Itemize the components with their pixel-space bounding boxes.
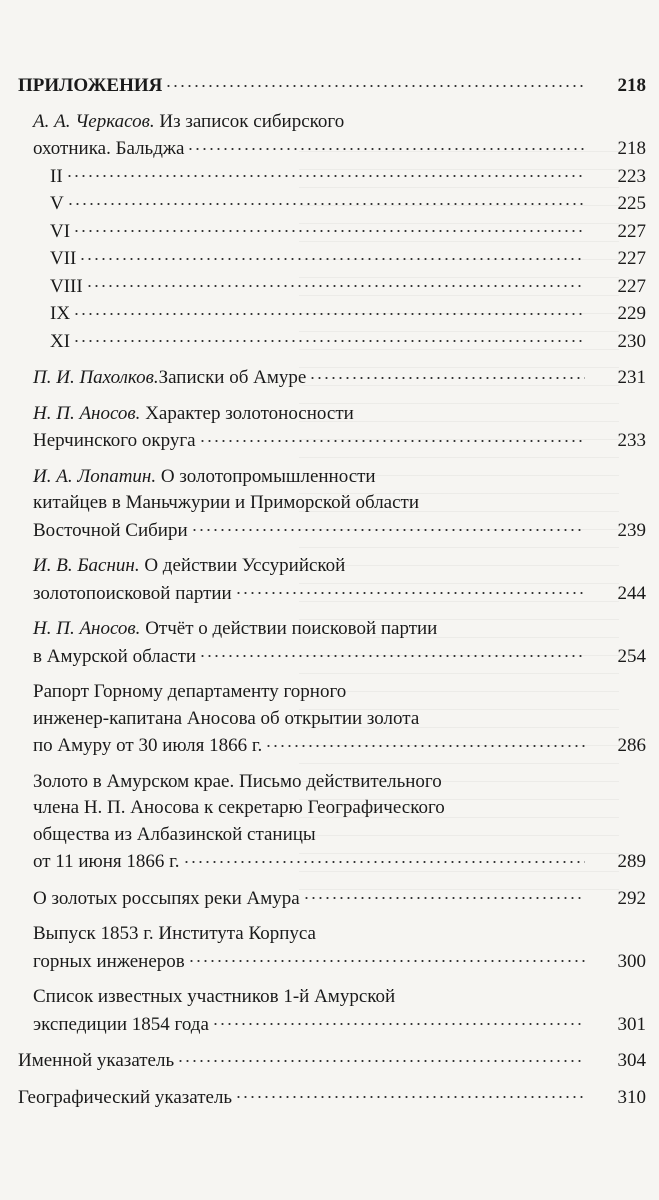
toc-entry-line <box>33 616 589 643</box>
toc-entry-title: VII <box>50 248 77 269</box>
toc-page-number: 310 <box>617 1086 646 1108</box>
toc-entry <box>50 328 646 356</box>
toc-entry-title: Золото в Амурском крае. Письмо действительного <box>33 770 442 792</box>
dot-leader <box>309 364 585 383</box>
toc-entry-title: члена Н. П. Аносова к секретарю Географического <box>33 797 445 818</box>
toc-entry-title: экспедиции 1854 года <box>33 1013 209 1035</box>
toc-entry-last-line <box>18 72 589 100</box>
toc-entry-last-line <box>50 163 589 191</box>
toc-page-number: 218 <box>617 75 646 96</box>
toc-entry-last-line <box>50 245 589 273</box>
toc-entry <box>50 300 646 328</box>
toc-entry-last-line <box>33 732 589 760</box>
toc-entry-line <box>33 490 589 517</box>
dot-leader <box>73 328 585 347</box>
toc-entry <box>50 218 646 246</box>
toc-entry <box>33 616 646 670</box>
toc-entry-last-line <box>33 517 589 545</box>
toc-entry-author: П. И. Пахолков. <box>33 367 159 388</box>
toc-entry-title: Географический указатель <box>18 1086 233 1108</box>
dot-leader <box>303 885 585 904</box>
toc-entry <box>33 885 646 913</box>
dot-leader <box>86 273 585 292</box>
toc-entry-line <box>33 795 589 822</box>
toc-entry-line <box>33 984 589 1011</box>
toc-entry <box>33 401 646 455</box>
toc-entry-line <box>33 769 589 796</box>
toc-entry-last-line <box>33 848 589 876</box>
toc-page-number: 292 <box>617 887 646 909</box>
toc-entry-line <box>33 822 589 849</box>
toc-page-number: 230 <box>617 330 646 352</box>
toc-entry-author: И. В. Баснин. <box>33 555 140 576</box>
toc-entry-title: Именной указатель <box>18 1050 175 1071</box>
toc-entry-title: по Амуру от 30 июля 1866 г. <box>33 735 263 756</box>
dot-leader <box>191 517 585 536</box>
toc-entry-author: А. А. Черкасов. <box>33 110 155 132</box>
toc-entry-title: китайцев в Маньчжурии и Приморской области <box>33 492 420 513</box>
toc-page-number: 286 <box>617 735 646 756</box>
toc-entry-last-line <box>50 190 589 218</box>
toc-entry-last-line <box>33 643 589 671</box>
toc-entry-title: от 11 июня 1866 г. <box>33 851 180 872</box>
dot-leader <box>67 190 585 209</box>
toc-page-number: 289 <box>617 851 646 872</box>
table-of-contents <box>0 72 659 1111</box>
toc-entry-title: Восточной Сибири <box>33 519 188 541</box>
dot-leader <box>73 300 585 319</box>
toc-entry-line <box>33 921 589 948</box>
dot-leader <box>177 1047 585 1066</box>
toc-entry-title: инженер-капитана Аносова об открытии золота <box>33 707 420 729</box>
toc-entry-title: VIII <box>50 275 83 297</box>
toc-entry-last-line <box>50 218 589 246</box>
toc-page-number: 223 <box>617 165 646 187</box>
toc-entry-title: IX <box>50 303 71 324</box>
toc-entry <box>18 1084 646 1112</box>
toc-entry-title: VI <box>50 220 71 242</box>
toc-entry-title: Из записок сибирского <box>154 110 345 132</box>
toc-page-number: 254 <box>617 645 646 667</box>
toc-entry-title: Список известных участников 1-й Амурской <box>33 986 396 1007</box>
toc-page-number: 301 <box>617 1013 646 1035</box>
toc-entry-line <box>33 401 589 428</box>
dot-leader <box>199 643 585 662</box>
toc-page-number: 304 <box>617 1050 646 1071</box>
toc-entry-title: V <box>50 193 64 214</box>
toc-entry <box>33 984 646 1038</box>
toc-entry-title: ПРИЛОЖЕНИЯ <box>18 75 163 96</box>
toc-entry <box>33 679 646 760</box>
toc-entry <box>18 1047 646 1075</box>
toc-entry-title: золотопоисковой партии <box>33 582 232 604</box>
toc-entry <box>18 72 646 100</box>
toc-page-number: 231 <box>617 367 646 388</box>
toc-entry <box>50 245 646 273</box>
toc-entry-last-line <box>50 300 589 328</box>
toc-entry-title: О золотых россыпях реки Амура <box>33 887 300 909</box>
dot-leader <box>73 218 585 237</box>
toc-entry <box>50 190 646 218</box>
toc-entry-title: Отчёт о действии поисковой партии <box>140 618 438 639</box>
toc-entry <box>33 109 646 163</box>
toc-entry-title: II <box>50 165 63 187</box>
toc-entry-line <box>33 553 589 580</box>
toc-entry-title: XI <box>50 330 71 352</box>
toc-page-number: 227 <box>617 248 646 269</box>
toc-entry-line <box>33 464 589 491</box>
toc-entry-line <box>33 706 589 733</box>
toc-page-number: 244 <box>617 582 646 604</box>
toc-entry <box>33 364 646 392</box>
toc-entry-title: Записки об Амуре <box>158 367 307 388</box>
toc-entry-last-line <box>33 580 589 608</box>
dot-leader <box>212 1011 585 1030</box>
toc-entry-last-line <box>18 1084 589 1112</box>
toc-page-number: 239 <box>617 519 646 541</box>
toc-page-number: 233 <box>617 430 646 451</box>
toc-entry-title: Нерчинского округа <box>33 430 196 451</box>
dot-leader <box>235 580 585 599</box>
toc-entry <box>33 769 646 876</box>
dot-leader <box>187 135 585 154</box>
toc-entry-author: Н. П. Аносов. <box>33 618 141 639</box>
toc-entry-last-line <box>33 948 589 976</box>
toc-entry-title: в Амурской области <box>33 645 197 667</box>
toc-entry <box>33 553 646 607</box>
toc-page-number: 218 <box>617 138 646 159</box>
toc-entry-line <box>33 109 589 136</box>
dot-leader <box>165 72 585 91</box>
toc-page-number: 300 <box>617 950 646 972</box>
toc-page-number: 225 <box>617 193 646 214</box>
toc-entry-last-line <box>50 273 589 301</box>
toc-entry-last-line <box>33 135 589 163</box>
toc-entry-author: И. А. Лопатин. <box>33 465 157 487</box>
toc-entry-title: Характер золотоносности <box>140 402 354 424</box>
dot-leader <box>199 427 585 446</box>
toc-entry-author: Н. П. Аносов. <box>33 402 141 424</box>
toc-entry-title: Рапорт Горному департаменту горного <box>33 681 347 702</box>
toc-entry-title: горных инженеров <box>33 950 185 972</box>
toc-entry-last-line <box>33 427 589 455</box>
toc-entry <box>50 163 646 191</box>
toc-entry <box>33 921 646 975</box>
toc-entry-title: О золотопромышленности <box>156 465 376 487</box>
toc-entry-last-line <box>33 885 589 913</box>
toc-entry-title: Выпуск 1853 г. Института Корпуса <box>33 923 316 944</box>
toc-entry-title: О действии Уссурийской <box>139 555 346 576</box>
dot-leader <box>66 163 585 182</box>
toc-entry-title: охотника. Бальджа <box>33 138 185 159</box>
dot-leader <box>265 732 585 751</box>
toc-page-number: 227 <box>617 220 646 242</box>
toc-entry-title: общества из Албазинской станицы <box>33 823 316 845</box>
dot-leader <box>183 848 585 867</box>
toc-page-number: 229 <box>617 303 646 324</box>
toc-entry-last-line <box>18 1047 589 1075</box>
dot-leader <box>79 245 585 264</box>
toc-entry-line <box>33 679 589 706</box>
toc-entry <box>50 273 646 301</box>
toc-page-number: 227 <box>617 275 646 297</box>
toc-entry-last-line <box>33 364 589 392</box>
toc-entry-last-line <box>33 1011 589 1039</box>
dot-leader <box>235 1084 585 1103</box>
toc-entry-last-line <box>50 328 589 356</box>
dot-leader <box>188 948 585 967</box>
toc-entry <box>33 464 646 545</box>
